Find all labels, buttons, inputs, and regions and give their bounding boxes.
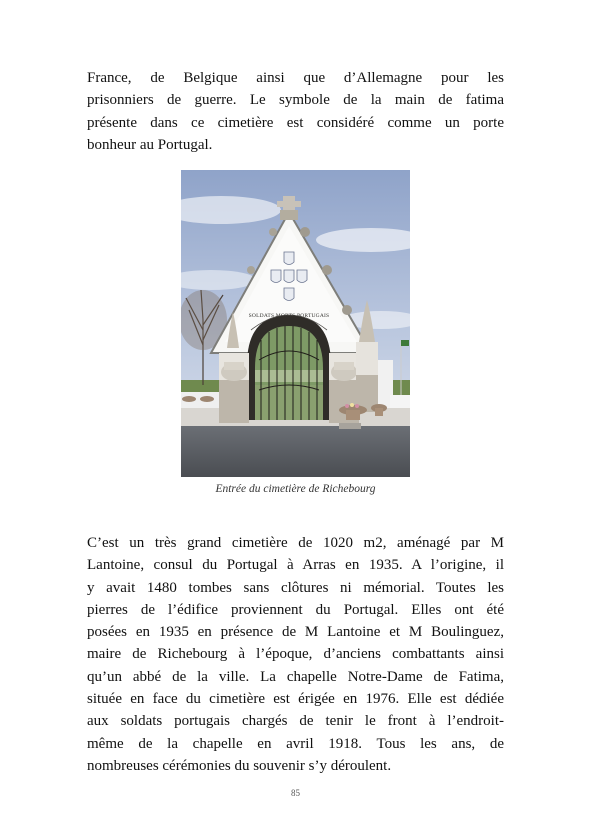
text-line: posées en 1935 en présence de M Lantoine et M Boulinguez, [87, 624, 504, 641]
paragraph-intro [87, 67, 504, 156]
paragraph-main [87, 532, 504, 777]
text-line: y avait 1480 tombes sans clôtures ni mémorial. Toutes les [87, 579, 504, 596]
text-line: bonheur au Portugal. [87, 136, 213, 153]
text-line: située en face du cimetière est érigée en 1976. Elle est dédiée [87, 691, 504, 708]
text-line: pierres de l’édifice proviennent du Portugal. Elles ont été [87, 601, 504, 618]
text-line: qu’un abbé de la ville. La chapelle Notre-Dame de Fatima, [87, 668, 504, 685]
text-line: aux soldats portugais chargés de tenir le front à l’endroit- [87, 713, 504, 730]
page-number: 85 [291, 788, 300, 798]
text-line: nombreuses cérémonies du souvenir s’y déroulent. [87, 757, 392, 774]
arch-inscription: SOLDATS MORTS PORTUGAIS [248, 313, 330, 319]
text-line: prisonniers de guerre. Le symbole de la main de fatima [87, 92, 504, 109]
figure-caption: Entrée du cimetière de Richebourg [215, 483, 376, 495]
text-line: présente dans ce cimetière est considéré comme un porte [87, 114, 504, 131]
text-line: France, de Belgique ainsi que d’Allemagne pour les [87, 70, 504, 86]
text-line: Lantoine, consul du Portugal à Arras en 1935. A l’origine, il [87, 557, 504, 574]
text-line: C’est un très grand cimetière de 1020 m2, aménagé par M [87, 535, 504, 551]
text-line: même de la chapelle en avril 1918. Tous les ans, de [87, 735, 504, 752]
text-line: maire de Richebourg à l’époque, d’anciens combattants ainsi [87, 646, 504, 663]
cemetery-gate-photo [181, 170, 410, 477]
